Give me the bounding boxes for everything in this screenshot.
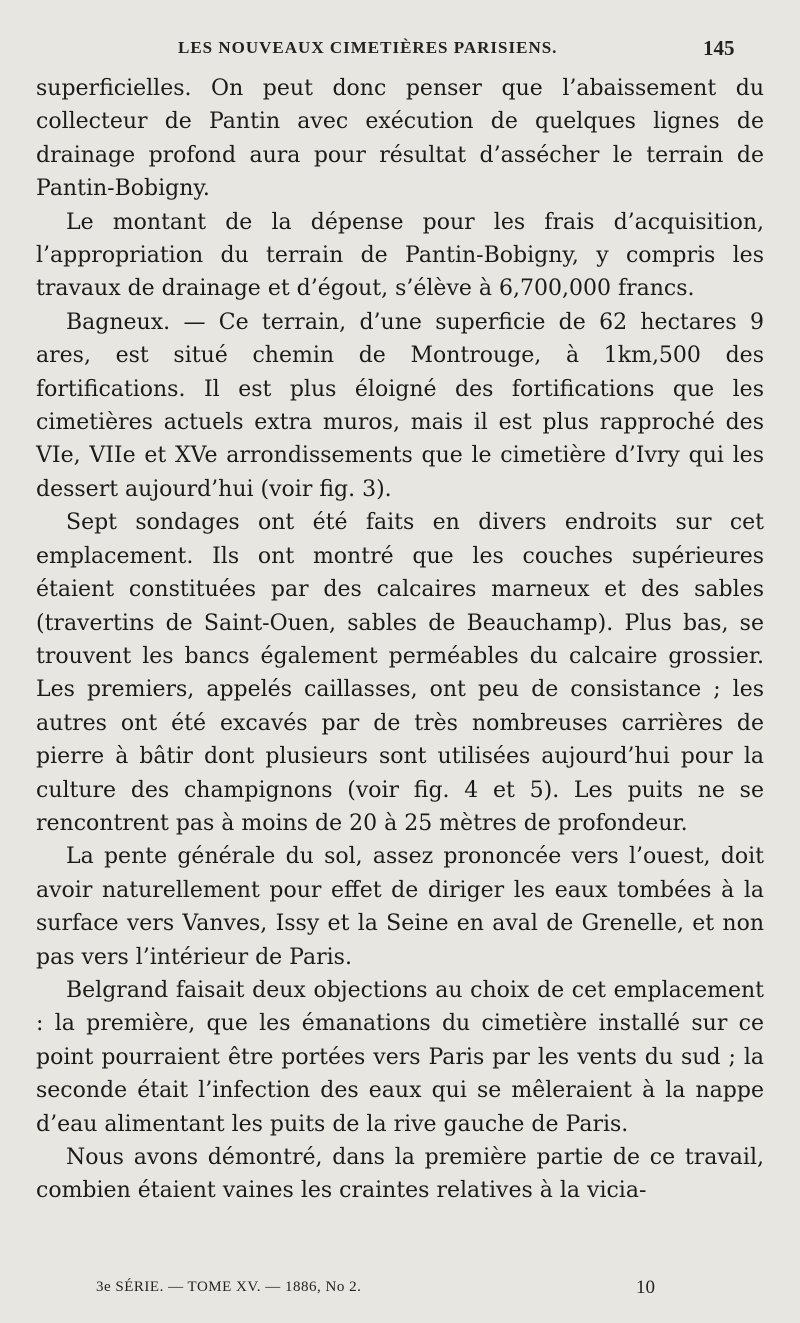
paragraph-5: La pente générale du sol, assez prononcée vers l’ouest, doit avoir naturellement pour effet de diriger les eaux tombées à la surface vers Vanves, Issy et la Seine en aval de Grenelle, et non pas vers l’intérieur de Paris. (36, 844, 764, 970)
running-title: LES NOUVEAUX CIMETIÈRES PARISIENS. (178, 38, 558, 57)
page-footer (0, 1277, 800, 1305)
paragraph-6: Belgrand faisait deux objections au choix de cet emplacement : la première, que les émanations du cimetière installé sur ce point pourraient être portées vers Paris par les vents du sud ; la seconde était l’infection des eaux qui se mêleraient à la nappe d’eau alimentant les puits de la rive gauche de Paris. (36, 977, 764, 1137)
page-header (0, 34, 800, 64)
paragraph-1: superficielles. On peut donc penser que l’abaissement du collecteur de Pantin avec exécution de quelques lignes de drainage profond aura pour résultat d’assécher le terrain de Pantin-Bobigny. (36, 76, 764, 202)
paragraph-4: Sept sondages ont été faits en divers endroits sur cet emplacement. Ils ont montré que les couches supérieures étaient constituées par des calcaires marneux et des sables (travertins de Saint-Ouen, sables de Beauchamp). Plus bas, se trouvent les bancs également perméables du calcaire grossier. Les premiers, appelés caillasses, ont peu de consistance ; les autres ont été excavés par de très nombreuses carrières de pierre à bâtir dont plusieurs sont utilisées aujourd’hui pour la culture des champignons (voir fig. 4 et 5). Les puits ne se rencontrent pas à moins de 20 à 25 mètres de profondeur. (36, 510, 764, 836)
page-number: 145 (703, 36, 735, 60)
body-text (36, 72, 764, 1208)
paragraph-3: Bagneux. — Ce terrain, d’une superficie de 62 hectares 9 ares, est situé chemin de Montrouge, à 1km,500 des fortifications. Il est plus éloigné des fortifications que les cimetières actuels extra muros, mais il est plus rapproché des VIe, VIIe et XVe arrondissements que le cimetière d’Ivry qui les dessert aujourd’hui (voir fig. 3). (36, 309, 764, 502)
paragraph-7: Nous avons démontré, dans la première partie de ce travail, combien étaient vaines les craintes relatives à la vicia- (36, 1145, 764, 1204)
paragraph-2: Le montant de la dépense pour les frais d’acquisition, l’appropriation du terrain de Pantin-Bobigny, y compris les travaux de drainage et d’égout, s’élève à 6,700,000 francs. (36, 209, 764, 302)
signature-number: 10 (636, 1277, 655, 1298)
series-line: 3e SÉRIE. — TOME XV. — 1886, No 2. (96, 1279, 362, 1295)
